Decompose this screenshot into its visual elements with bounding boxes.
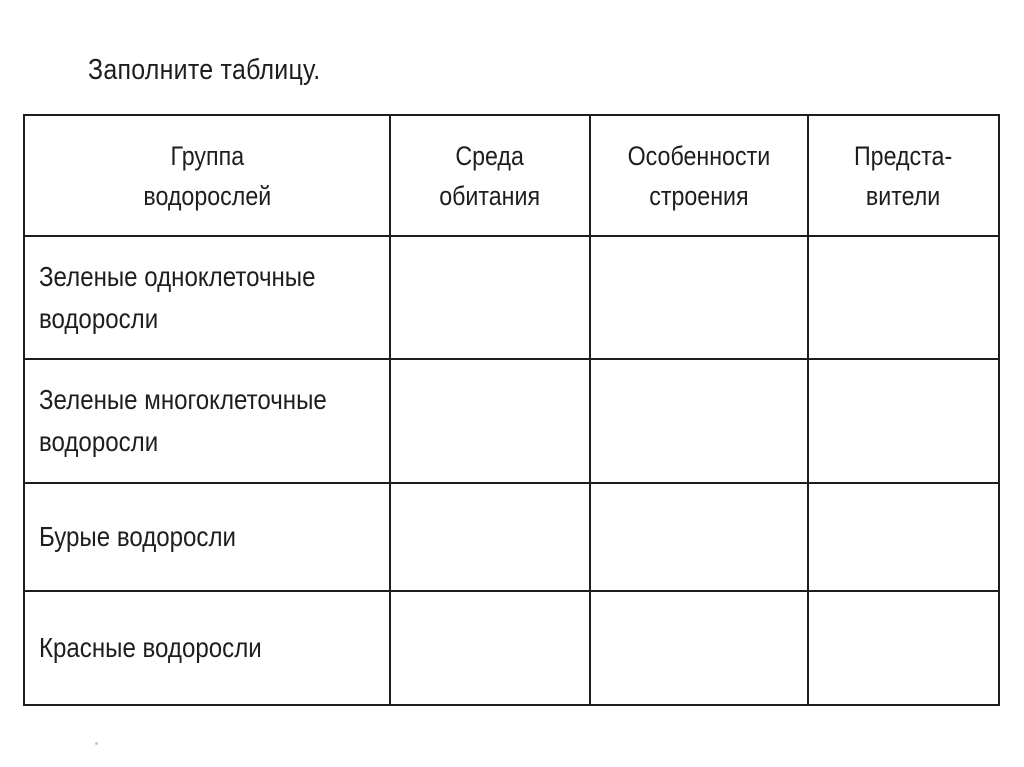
header-habitat-line1: Среда bbox=[455, 140, 525, 171]
header-representatives-line1: Предста- bbox=[854, 140, 953, 171]
header-structure bbox=[590, 115, 808, 236]
header-representatives-line2: вители bbox=[866, 180, 941, 211]
header-group-line1: Группа bbox=[170, 140, 244, 171]
header-representatives bbox=[808, 115, 999, 236]
group-cell bbox=[24, 591, 390, 705]
group-name-line2: водоросли bbox=[39, 302, 159, 334]
group-cell bbox=[24, 236, 390, 359]
header-structure-line1: Особенности bbox=[627, 140, 771, 171]
representatives-cell[interactable] bbox=[808, 236, 999, 359]
habitat-cell[interactable] bbox=[390, 483, 590, 591]
header-habitat bbox=[390, 115, 590, 236]
table-row bbox=[24, 483, 999, 591]
scan-speck bbox=[95, 742, 98, 745]
representatives-cell[interactable] bbox=[808, 359, 999, 483]
header-group-line2: водорослей bbox=[143, 180, 271, 211]
fill-in-table bbox=[23, 114, 1000, 706]
header-structure-line2: строения bbox=[649, 180, 749, 211]
habitat-cell[interactable] bbox=[390, 359, 590, 483]
table-row bbox=[24, 591, 999, 705]
representatives-cell[interactable] bbox=[808, 483, 999, 591]
table-row bbox=[24, 359, 999, 483]
structure-cell[interactable] bbox=[590, 591, 808, 705]
structure-cell[interactable] bbox=[590, 236, 808, 359]
habitat-cell[interactable] bbox=[390, 591, 590, 705]
group-name-line1: Бурые водоросли bbox=[39, 521, 236, 552]
group-name-line1: Зеленые одноклеточные bbox=[39, 260, 316, 292]
header-group bbox=[24, 115, 390, 236]
group-cell bbox=[24, 483, 390, 591]
group-name-line1: Зеленые многоклеточные bbox=[39, 384, 327, 415]
group-cell bbox=[24, 359, 390, 483]
page-instruction: Заполните таблицу. bbox=[88, 54, 321, 86]
table-header-row bbox=[24, 115, 999, 236]
representatives-cell[interactable] bbox=[808, 591, 999, 705]
header-habitat-line2: обитания bbox=[439, 180, 541, 211]
group-name-line2: водоросли bbox=[39, 426, 159, 457]
structure-cell[interactable] bbox=[590, 359, 808, 483]
group-name-line1: Красные водоросли bbox=[39, 632, 262, 663]
structure-cell[interactable] bbox=[590, 483, 808, 591]
habitat-cell[interactable] bbox=[390, 236, 590, 359]
table-row bbox=[24, 236, 999, 359]
